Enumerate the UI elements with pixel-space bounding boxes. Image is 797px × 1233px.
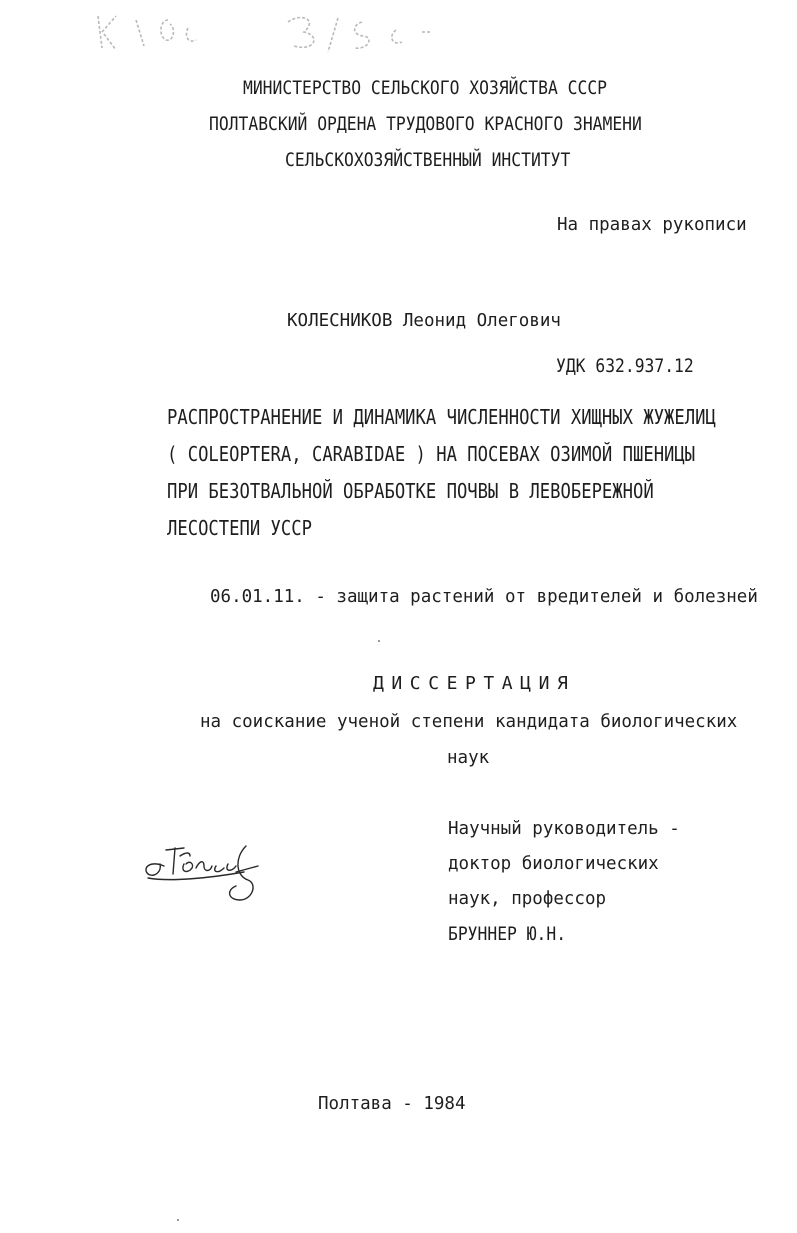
city-year: Полтава - 1984 <box>318 1094 466 1114</box>
dissertation-title-line3: ПРИ БЕЗОТВАЛЬНОЙ ОБРАБОТКЕ ПОЧВЫ В ЛЕВОБЕРЕЖНОЙ <box>167 479 654 503</box>
archive-stamp <box>92 6 472 56</box>
institute-heading-line2: СЕЛЬСКОХОЗЯЙСТВЕННЫЙ ИНСТИТУТ <box>285 149 571 171</box>
author-signature <box>140 838 270 908</box>
supervisor-line3: наук, профессор <box>448 889 607 909</box>
dissertation-title-line1: РАСПРОСТРАНЕНИЕ И ДИНАМИКА ЧИСЛЕННОСТИ ХИЩНЫХ ЖУЖЕЛИЦ <box>167 405 716 429</box>
dissertation-title-line2: ( COLEOPTERA, CARABIDAE ) НА ПОСЕВАХ ОЗИМОЙ ПШЕНИЦЫ <box>167 442 696 466</box>
document-type-heading: ДИССЕРТАЦИЯ <box>373 673 576 694</box>
udc-code: УДК 632.937.12 <box>556 355 694 377</box>
supervisor-line2: доктор биологических <box>448 854 659 874</box>
degree-line1: на соискание ученой степени кандидата биологических <box>200 712 738 732</box>
ministry-heading: МИНИСТЕРСТВО СЕЛЬСКОГО ХОЗЯЙСТВА СССР <box>243 77 607 99</box>
author-name: КОЛЕСНИКОВ Леонид Олегович <box>287 311 561 331</box>
degree-line2: наук <box>447 748 490 768</box>
specialty-code: 06.01.11. - защита растений от вредителей и болезней <box>210 587 758 607</box>
dissertation-title-line4: ЛЕСОСТЕПИ УССР <box>167 516 312 540</box>
supervisor-line1: Научный руководитель - <box>448 819 680 839</box>
supervisor-name: БРУННЕР Ю.Н. <box>448 923 567 945</box>
manuscript-rights-note: На правах рукописи <box>557 215 747 235</box>
institute-heading-line1: ПОЛТАВСКИЙ ОРДЕНА ТРУДОВОГО КРАСНОГО ЗНАМЕНИ <box>209 113 642 135</box>
